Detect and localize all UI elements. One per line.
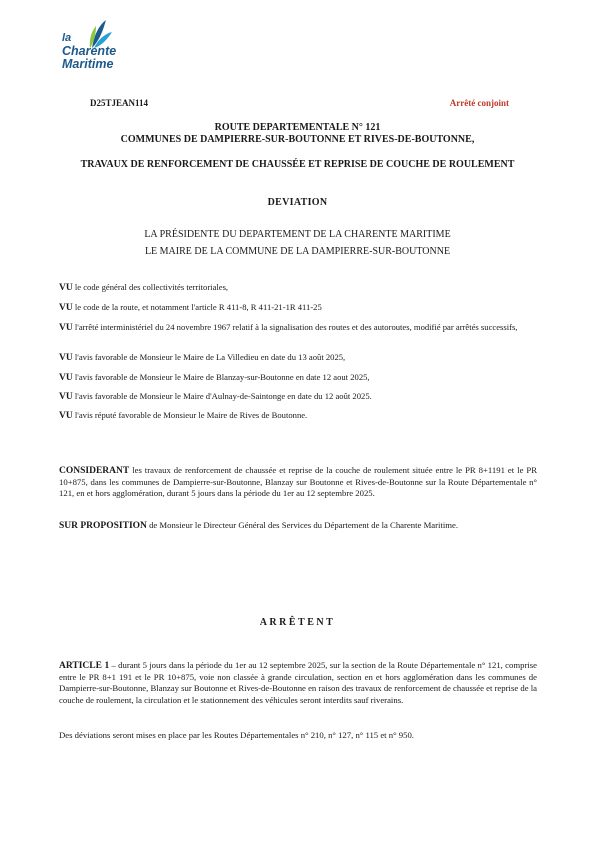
vu-item [59, 302, 539, 314]
vu-label: VU [59, 392, 73, 402]
works-title: TRAVAUX DE RENFORCEMENT DE CHAUSSÉE ET REPRISE DE COUCHE DE ROULEMENT [80, 159, 515, 170]
vu-item [59, 410, 539, 422]
vu-text: l'arrêté interministériel du 24 novembre 1967 relatif à la signalisation des routes et des autoroutes, modifié par arrêtés successifs, [74, 322, 518, 332]
authority-mayor: LE MAIRE DE LA COMMUNE DE LA DAMPIERRE-SUR-BOUTONNE [144, 246, 451, 257]
considerant-paragraph [59, 465, 537, 500]
article-1-text: – durant 5 jours dans la période du 1er au 12 septembre 2025, sur la section de la Route Départementale n° 121, comprise entre le PR 8+1 191 et le PR 10+875, voie non classée à grande circulation, section en et hors agglomération dans les communes de Dampierre-sur-Boutonne, Blanzay sur Boutonne et Rives-de-Boutonne en raison des travaux de renforcement de chaussée et reprise de la couche de roulement, la circulation et le stationnement des véhicules seront interdits sauf riverains. [59, 660, 537, 705]
logo-line-1: la [62, 32, 72, 44]
vu-label: VU [59, 373, 73, 383]
vu-item [59, 322, 559, 334]
article-1-paragraph [59, 660, 537, 706]
authorities-block [40, 226, 555, 260]
proposition-text: de Monsieur le Directeur Général des Services du Département de la Charente Maritime. [149, 520, 459, 530]
vu-label: VU [59, 283, 73, 293]
vu-item [59, 391, 539, 403]
vu-label: VU [59, 323, 73, 333]
vu-label: VU [59, 303, 73, 313]
communes-title: COMMUNES DE DAMPIERRE-SUR-BOUTONNE ET RIVES-DE-BOUTONNE, [120, 134, 475, 145]
authority-president: LA PRÉSIDENTE DU DEPARTEMENT DE LA CHARENTE MARITIME [144, 229, 451, 240]
document-reference: D25TJEAN114 [90, 98, 149, 108]
logo-line-2: Charente [62, 44, 117, 58]
vu-text: l'avis favorable de Monsieur le Maire d'Aulnay-de-Saintonge en date du 12 août 2025. [74, 391, 372, 401]
vu-text: le code général des collectivités territoriales, [74, 282, 229, 292]
vu-item [59, 372, 539, 384]
charente-maritime-logo [60, 18, 140, 78]
proposition-paragraph [59, 520, 537, 532]
arretent-heading: ARRÊTENT [259, 617, 336, 628]
deviations-paragraph: Des déviations seront mises en place par les Routes Départementales n° 210, n° 127, n° 115 et n° 950. [59, 730, 414, 740]
joint-order-label: Arrêté conjoint [449, 98, 509, 108]
vu-text: l'avis favorable de Monsieur le Maire de Blanzay-sur-Boutonne en date 12 aout 2025, [74, 372, 370, 382]
considerant-label: CONSIDERANT [59, 466, 130, 476]
considerant-text: les travaux de renforcement de chaussée et reprise de la couche de roulement située entre le PR 8+1191 et le PR 10+875, dans les communes de Dampierre-sur-Boutonne, Blanzay sur Boutonne et Rives-de-Boutonne sur la Route Départementale n° 121, en et hors agglomération, durant 5 jours dans la période du 1er au 12 septembre 2025. [59, 465, 538, 499]
vu-item [59, 282, 539, 294]
proposition-label: SUR PROPOSITION [59, 521, 147, 531]
vu-text: le code de la route, et notamment l'article R 411-8, R 411-21-1R 411-25 [74, 302, 322, 312]
logo-text [62, 32, 116, 71]
road-title: ROUTE DEPARTEMENTALE N° 121 [214, 122, 381, 133]
vu-label: VU [59, 353, 73, 363]
vu-label: VU [59, 411, 73, 421]
vu-text: l'avis réputé favorable de Monsieur le Maire de Rives de Boutonne. [74, 410, 308, 420]
logo-line-3: Maritime [62, 57, 114, 71]
vu-item [59, 352, 539, 364]
title-block [40, 122, 555, 146]
deviation-title: DEVIATION [267, 197, 328, 208]
vu-text: l'avis favorable de Monsieur le Maire de La Villedieu en date du 13 août 2025, [74, 352, 346, 362]
article-1-label: ARTICLE 1 [59, 661, 110, 671]
